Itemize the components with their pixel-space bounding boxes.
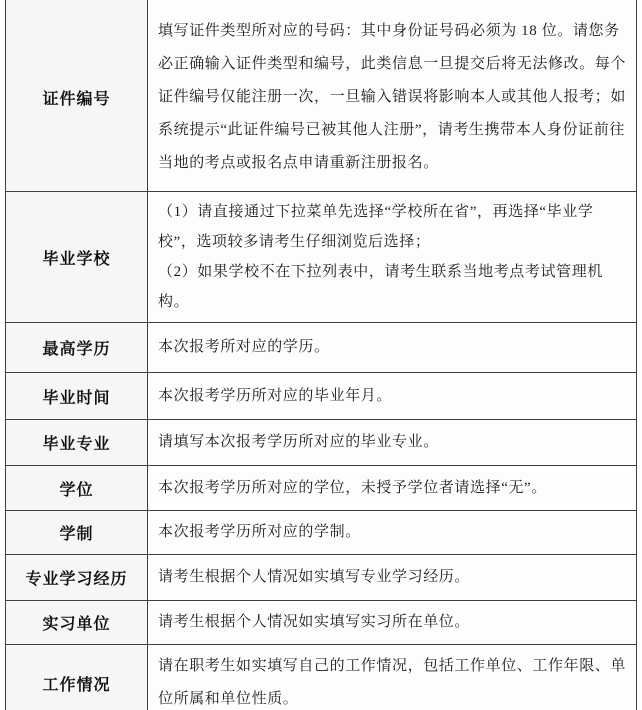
field-name-cell: 毕业学校: [6, 192, 148, 322]
table-row: [6, 372, 636, 419]
exam-registration-field-instructions-table: [5, 0, 637, 710]
table-row: [6, 322, 636, 372]
field-description-cell: [148, 373, 636, 419]
field-name-cell: 专业学习经历: [6, 555, 148, 600]
table-row: [6, 419, 636, 465]
field-description-cell: [148, 466, 636, 510]
description-paragraph: （1）请直接通过下拉菜单先选择“学校所在省”，再选择“毕业学校”，选项较多请考生仔细浏览后选择；: [158, 204, 594, 250]
field-name-cell: 实习单位: [6, 601, 148, 644]
field-name-cell: 学制: [6, 511, 148, 554]
table-row: [6, 3, 636, 191]
field-description-cell: [148, 601, 636, 644]
description-paragraph: 请考生根据个人情况如实填写实习所在单位。: [158, 614, 471, 630]
table-row: [6, 510, 636, 554]
table-row: [6, 600, 636, 644]
table-row: [6, 644, 636, 710]
field-name-cell: 证件编号: [6, 4, 148, 191]
field-name-cell: 毕业专业: [6, 420, 148, 465]
table-row: [6, 554, 636, 600]
field-description-cell: [148, 323, 636, 372]
field-name-cell: 毕业时间: [6, 373, 148, 419]
description-paragraph: 填写证件类型所对应的号码：其中身份证号码必须为 18 位。请您务必正确输入证件类型和编号，此类信息一旦提交后将无法修改。每个证件编号仅能注册一次，一旦输入错误将影响本人或其他人报考；如系统提示“此证件编号已被其他人注册”，请考生携带本人身份证前往当地的考点或报名点申请重新注册报名。: [158, 23, 627, 171]
description-paragraph: 本次报考所对应的学历。: [158, 339, 330, 355]
table-row-cropped-top: [6, 0, 636, 3]
field-description-cell: [148, 645, 636, 710]
field-name-cell: 工作情况: [6, 645, 148, 710]
field-name-cell: 最高学历: [6, 323, 148, 372]
field-description-cell: [148, 555, 636, 600]
description-paragraph: 本次报考学历所对应的学位，未授予学位者请选择“无”。: [158, 479, 547, 496]
field-description-cell: [148, 420, 636, 465]
description-paragraph: 请在职考生如实填写自己的工作情况，包括工作单位、工作年限、单位所属和单位性质。: [158, 658, 627, 707]
field-description-cell: [148, 511, 636, 554]
description-paragraph: 本次报考学历所对应的毕业年月。: [158, 387, 393, 404]
table-row: [6, 465, 636, 510]
description-paragraph: 请填写本次报考学历所对应的毕业专业。: [158, 434, 439, 450]
description-paragraph: （2）如果学校不在下拉列表中，请考生联系当地考点考试管理机构。: [158, 264, 603, 310]
field-name-cell: 学位: [6, 466, 148, 510]
field-description-cell: [148, 192, 636, 322]
description-paragraph: 本次报考学历所对应的学制。: [158, 524, 361, 540]
description-paragraph: 请考生根据个人情况如实填写专业学习经历。: [158, 569, 471, 585]
field-description-cell: [148, 4, 636, 191]
table-row: [6, 191, 636, 322]
